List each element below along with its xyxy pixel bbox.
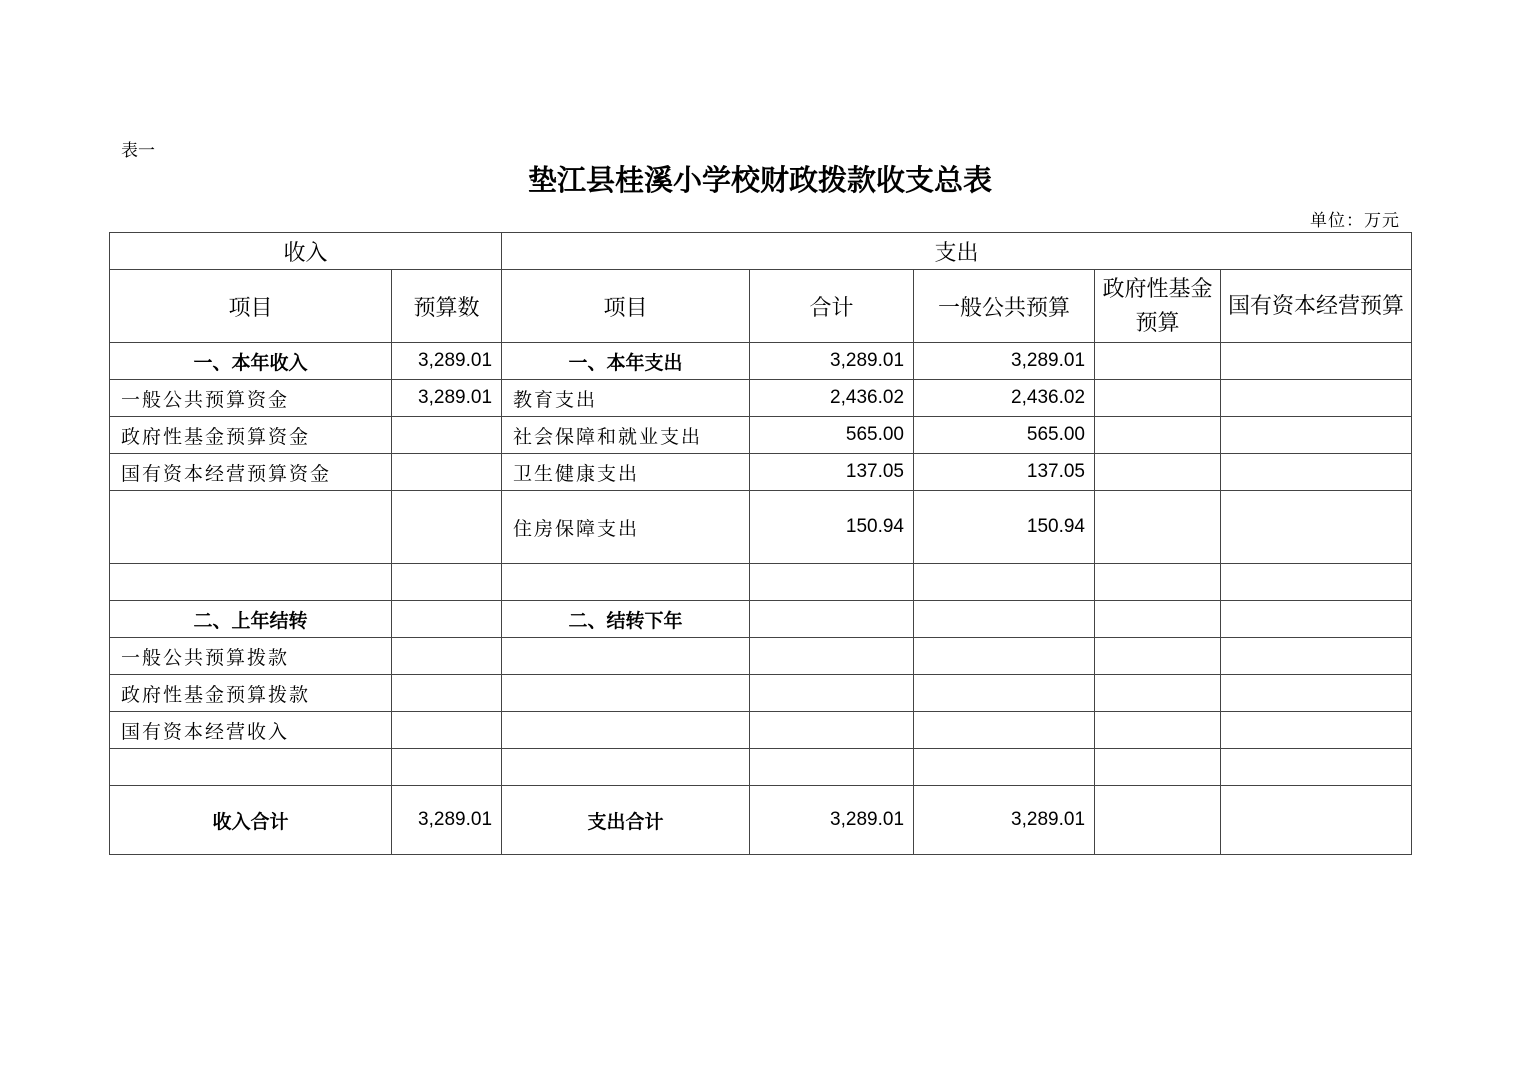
expense-item (502, 749, 750, 786)
income-item: 国有资本经营预算资金 (110, 454, 392, 491)
expense-total (750, 564, 914, 601)
general-budget-amount: 150.94 (914, 491, 1095, 564)
expense-total (750, 712, 914, 749)
state-capital-total (1221, 786, 1412, 855)
state-capital-amount (1221, 343, 1412, 380)
gov-fund-amount (1095, 638, 1221, 675)
income-item: 一、本年收入 (110, 343, 392, 380)
general-budget-amount (914, 601, 1095, 638)
general-budget-amount (914, 749, 1095, 786)
state-capital-amount (1221, 380, 1412, 417)
table-row (110, 675, 1412, 712)
expense-total (750, 749, 914, 786)
col-income-item: 项目 (110, 270, 392, 343)
expense-item: 教育支出 (502, 380, 750, 417)
income-amount (392, 454, 502, 491)
col-income-budget: 预算数 (392, 270, 502, 343)
expense-item: 卫生健康支出 (502, 454, 750, 491)
unit-label: 单位：万元 (1310, 211, 1400, 231)
expense-item (502, 675, 750, 712)
general-budget-amount (914, 675, 1095, 712)
income-amount (392, 601, 502, 638)
gov-fund-amount (1095, 712, 1221, 749)
income-item: 二、上年结转 (110, 601, 392, 638)
table-row (110, 712, 1412, 749)
expense-item: 社会保障和就业支出 (502, 417, 750, 454)
budget-table (109, 232, 1412, 855)
expense-item: 一、本年支出 (502, 343, 750, 380)
table-row (110, 454, 1412, 491)
column-header-row (110, 270, 1412, 343)
gov-fund-amount (1095, 380, 1221, 417)
expense-total (750, 638, 914, 675)
col-general-budget: 一般公共预算 (914, 270, 1095, 343)
table-label: 表一 (121, 141, 155, 161)
col-expense-total: 合计 (750, 270, 914, 343)
income-item (110, 491, 392, 564)
general-budget-amount: 137.05 (914, 454, 1095, 491)
gov-fund-amount (1095, 454, 1221, 491)
income-amount: 3,289.01 (392, 380, 502, 417)
expense-item: 住房保障支出 (502, 491, 750, 564)
expense-total: 3,289.01 (750, 343, 914, 380)
general-budget-amount (914, 638, 1095, 675)
state-capital-amount (1221, 564, 1412, 601)
income-item: 国有资本经营收入 (110, 712, 392, 749)
table-row (110, 343, 1412, 380)
income-total-label: 收入合计 (110, 786, 392, 855)
expense-total (750, 675, 914, 712)
income-amount (392, 491, 502, 564)
gov-fund-amount (1095, 491, 1221, 564)
general-budget-amount (914, 712, 1095, 749)
col-state-capital-budget: 国有资本经营预算 (1221, 270, 1412, 343)
general-budget-total: 3,289.01 (914, 786, 1095, 855)
income-amount (392, 638, 502, 675)
income-total-amount: 3,289.01 (392, 786, 502, 855)
income-item: 一般公共预算资金 (110, 380, 392, 417)
general-budget-amount: 3,289.01 (914, 343, 1095, 380)
general-budget-amount: 565.00 (914, 417, 1095, 454)
expense-total-amount: 3,289.01 (750, 786, 914, 855)
income-amount (392, 749, 502, 786)
gov-fund-amount (1095, 564, 1221, 601)
expense-item (502, 638, 750, 675)
general-budget-amount: 2,436.02 (914, 380, 1095, 417)
table-row (110, 564, 1412, 601)
state-capital-amount (1221, 638, 1412, 675)
table-row (110, 601, 1412, 638)
gov-fund-amount (1095, 343, 1221, 380)
income-amount (392, 564, 502, 601)
income-item (110, 749, 392, 786)
state-capital-amount (1221, 601, 1412, 638)
gov-fund-amount (1095, 749, 1221, 786)
state-capital-amount (1221, 454, 1412, 491)
page-title: 垫江县桂溪小学校财政拨款收支总表 (527, 163, 992, 197)
income-item: 政府性基金预算拨款 (110, 675, 392, 712)
state-capital-amount (1221, 675, 1412, 712)
table-row (110, 638, 1412, 675)
income-item: 政府性基金预算资金 (110, 417, 392, 454)
section-header-row (110, 233, 1412, 270)
expense-total: 137.05 (750, 454, 914, 491)
state-capital-amount (1221, 491, 1412, 564)
table-row (110, 491, 1412, 564)
general-budget-amount (914, 564, 1095, 601)
gov-fund-total (1095, 786, 1221, 855)
expense-total: 2,436.02 (750, 380, 914, 417)
expense-total: 565.00 (750, 417, 914, 454)
income-item: 一般公共预算拨款 (110, 638, 392, 675)
table-row (110, 380, 1412, 417)
gov-fund-amount (1095, 675, 1221, 712)
expense-header: 支出 (502, 233, 1412, 270)
expense-total: 150.94 (750, 491, 914, 564)
expense-item: 二、结转下年 (502, 601, 750, 638)
income-header: 收入 (110, 233, 502, 270)
expense-total-label: 支出合计 (502, 786, 750, 855)
state-capital-amount (1221, 712, 1412, 749)
income-amount (392, 712, 502, 749)
gov-fund-amount (1095, 417, 1221, 454)
income-amount: 3,289.01 (392, 343, 502, 380)
expense-total (750, 601, 914, 638)
expense-item (502, 712, 750, 749)
state-capital-amount (1221, 749, 1412, 786)
income-amount (392, 675, 502, 712)
income-amount (392, 417, 502, 454)
expense-item (502, 564, 750, 601)
state-capital-amount (1221, 417, 1412, 454)
income-item (110, 564, 392, 601)
table-row (110, 417, 1412, 454)
col-expense-item: 项目 (502, 270, 750, 343)
gov-fund-amount (1095, 601, 1221, 638)
table-row (110, 749, 1412, 786)
totals-row (110, 786, 1412, 855)
col-gov-fund-budget: 政府性基金预算 (1095, 270, 1221, 343)
